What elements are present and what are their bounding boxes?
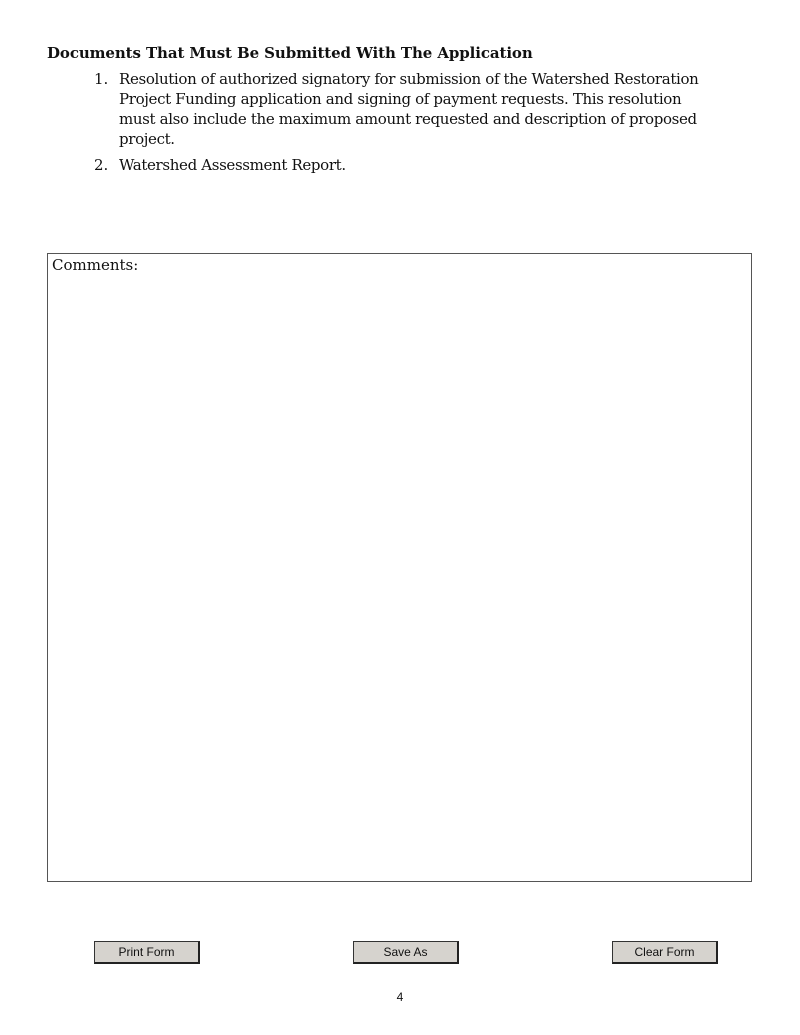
list-text-line: Watershed Assessment Report. xyxy=(119,156,346,174)
list-text-line: project. xyxy=(119,130,175,148)
print-form-button[interactable]: Print Form xyxy=(94,941,200,964)
list-number: 1. xyxy=(94,70,109,88)
list-text-line: must also include the maximum amount requested and description of proposed xyxy=(119,110,697,128)
list-number: 2. xyxy=(94,156,109,174)
comments-box xyxy=(47,253,752,882)
section-heading: Documents That Must Be Submitted With The Application xyxy=(47,44,533,62)
list-text-line: Resolution of authorized signatory for submission of the Watershed Restoration xyxy=(119,70,699,88)
comments-label: Comments: xyxy=(52,256,139,274)
comments-input[interactable] xyxy=(50,278,749,879)
clear-form-button[interactable]: Clear Form xyxy=(612,941,718,964)
list-text-line: Project Funding application and signing of payment requests. This resolution xyxy=(119,90,682,108)
page-number: 4 xyxy=(396,990,404,1004)
save-as-button[interactable]: Save As xyxy=(353,941,459,964)
